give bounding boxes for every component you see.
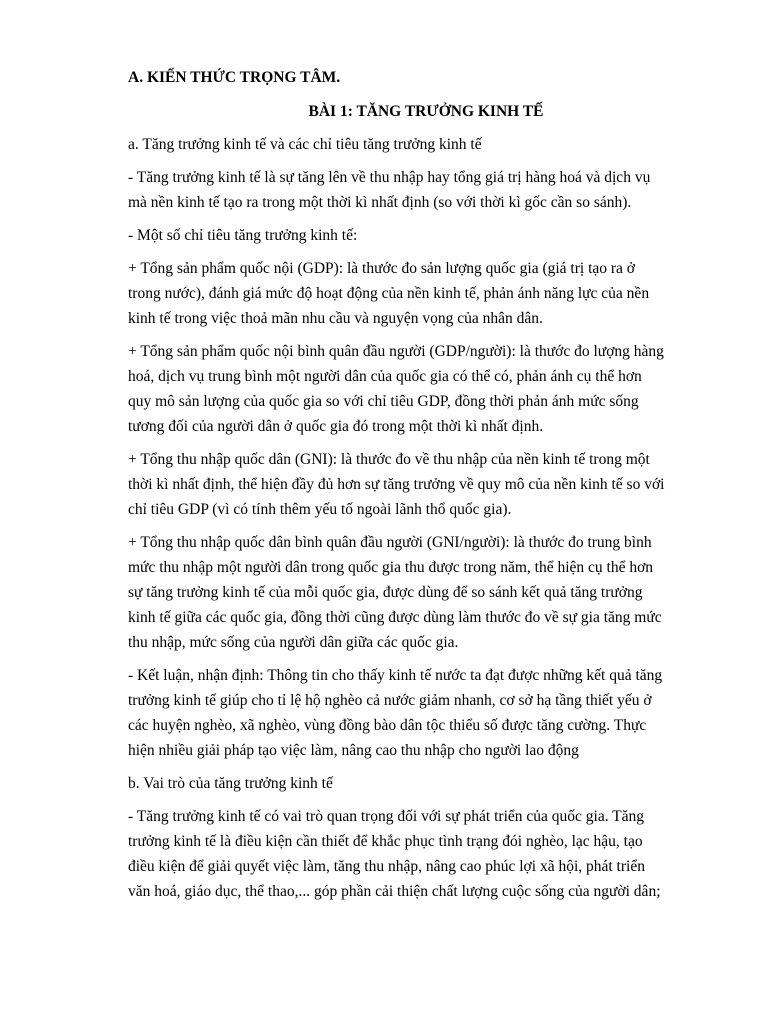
paragraph-line: chỉ tiêu GDP (vì có tính thêm yếu tố ngoài lãnh thổ quốc gia). (128, 501, 512, 518)
paragraph (128, 530, 708, 655)
paragraph-line: + Tổng thu nhập quốc dân (GNI): là thước đo về thu nhập của nền kinh tế trong một (128, 451, 650, 468)
paragraph (128, 132, 708, 157)
paragraph-line: kinh tế trong việc thoả mãn nhu cầu và nguyện vọng của nhân dân. (128, 310, 543, 327)
paragraph (128, 663, 708, 763)
paragraph-line: trưởng kinh tế là điều kiện cần thiết để khắc phục tình trạng đói nghèo, lạc hậu, tạo (128, 833, 643, 850)
paragraph-line: trưởng kinh tế giúp cho tỉ lệ hộ nghèo cả nước giảm nhanh, cơ sở hạ tầng thiết yếu ở (128, 692, 652, 709)
paragraph-line: văn hoá, giáo dục, thể thao,... góp phần cải thiện chất lượng cuộc sống của người dân; (128, 883, 661, 900)
lesson-title: BÀI 1: TĂNG TRƯỞNG KINH TẾ (308, 103, 544, 120)
paragraph (128, 804, 708, 904)
paragraph-line: quy mô sản lượng của quốc gia so với chỉ tiêu GDP, đồng thời phản ánh mức sống (128, 393, 639, 410)
paragraph-line: - Một số chỉ tiêu tăng trưởng kinh tế: (128, 227, 358, 244)
document-page (128, 66, 708, 912)
paragraph-line: + Tổng sản phẩm quốc nội (GDP): là thước đo sản lượng quốc gia (giá trị tạo ra ở (128, 260, 635, 277)
paragraph-line: điều kiện để giải quyết việc làm, tăng thu nhập, nâng cao phúc lợi xã hội, phát triển (128, 858, 645, 875)
document-body (128, 132, 708, 904)
paragraph-line: tương đối của người dân ở quốc gia đó trong một thời kì nhất định. (128, 418, 544, 435)
paragraph-line: thời kì nhất định, thể hiện đầy đủ hơn sự tăng trưởng về quy mô của nền kinh tế so với (128, 476, 665, 493)
paragraph-line: thu nhập, mức sống của người dân giữa các quốc gia. (128, 634, 459, 651)
paragraph-line: + Tổng sản phẩm quốc nội bình quân đầu người (GDP/người): là thước đo lượng hàng (128, 343, 664, 360)
paragraph-line: a. Tăng trưởng kinh tế và các chỉ tiêu tăng trưởng kinh tế (128, 136, 482, 153)
paragraph-line: các huyện nghèo, xã nghèo, vùng đồng bào dân tộc thiểu số được tăng cường. Thực (128, 717, 647, 734)
paragraph (128, 771, 708, 796)
paragraph-line: mà nền kinh tế tạo ra trong một thời kì nhất định (so với thời kì gốc cần so sánh). (128, 194, 632, 211)
paragraph (128, 339, 708, 439)
paragraph (128, 447, 708, 522)
paragraph-line: + Tổng thu nhập quốc dân bình quân đầu người (GNI/người): là thước đo trung bình (128, 534, 652, 551)
paragraph-line: sự tăng trưởng kinh tế của mỗi quốc gia, được dùng để so sánh kết quả tăng trưởng (128, 584, 643, 601)
paragraph (128, 256, 708, 331)
paragraph-line: trong nước), đánh giá mức độ hoạt động của nền kinh tế, phản ánh năng lực của nền (128, 285, 650, 302)
paragraph-line: kinh tế giữa các quốc gia, đồng thời cũng được dùng làm thước đo về sự gia tăng mức (128, 609, 662, 626)
section-heading: A. KIẾN THỨC TRỌNG TÂM. (128, 69, 341, 86)
paragraph-line: mức thu nhập một người dân trong quốc gia thu được trong năm, thể hiện cụ thể hơn (128, 559, 654, 576)
paragraph-line: hiện nhiều giải pháp tạo việc làm, nâng cao thu nhập cho người lao động (128, 742, 579, 759)
paragraph-line: b. Vai trò của tăng trưởng kinh tế (128, 775, 333, 792)
paragraph-line: hoá, dịch vụ trung bình một người dân của quốc gia có thể có, phản ánh cụ thể hơn (128, 368, 642, 385)
paragraph-line: - Tăng trưởng kinh tế là sự tăng lên về thu nhập hay tổng giá trị hàng hoá và dịch vụ (128, 169, 651, 186)
paragraph-line: - Tăng trưởng kinh tế có vai trò quan trọng đối với sự phát triển của quốc gia. Tăng (128, 808, 645, 825)
paragraph (128, 223, 708, 248)
paragraph-line: - Kết luận, nhận định: Thông tin cho thấy kinh tế nước ta đạt được những kết quả tăng (128, 667, 663, 684)
paragraph (128, 165, 708, 215)
